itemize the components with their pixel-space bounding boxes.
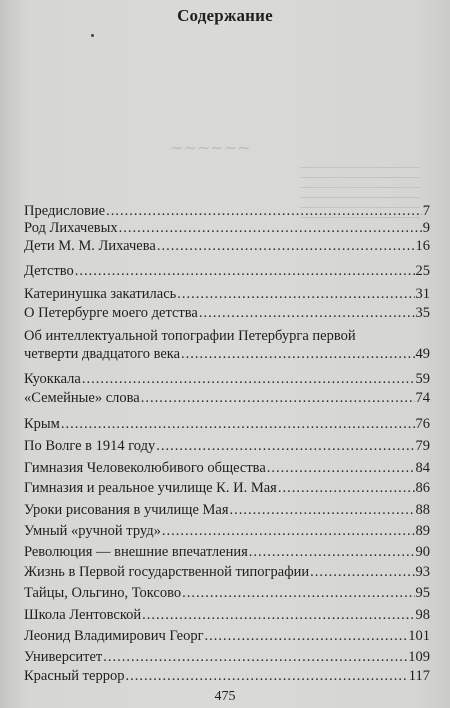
toc-entry-title: Школа Лентовской (24, 607, 142, 623)
toc-entry-title: Дети М. М. Лихачева (24, 238, 156, 254)
leader-dots (106, 202, 422, 220)
leader-dots (199, 304, 415, 322)
toc-entry-title: Гимназия Человеколюбивого общества (24, 460, 266, 476)
toc-entry-title: Тайцы, Ольгино, Токсово (24, 585, 182, 601)
toc-entry-title: Об интеллектуальной топографии Петербурга первой (24, 328, 356, 344)
leader-dots (75, 262, 415, 280)
toc-entry-title: Предисловие (24, 203, 106, 219)
toc-entry-page: 101 (408, 628, 430, 644)
toc-entry-page: 79 (415, 438, 430, 454)
toc-entry[interactable] (24, 479, 430, 497)
toc-entry[interactable] (24, 304, 430, 322)
toc-entry-page: 74 (415, 390, 430, 406)
toc-entry-page: 49 (415, 346, 430, 362)
toc-entry[interactable] (24, 606, 430, 624)
toc-entry[interactable] (24, 327, 430, 363)
toc-entry-title: О Петербурге моего детства (24, 305, 198, 321)
toc-entry[interactable] (24, 627, 430, 645)
toc-entry-page: 59 (415, 371, 430, 387)
page-title: Содержание (177, 6, 273, 25)
toc-entry[interactable] (24, 262, 430, 280)
toc-entry-page: 84 (415, 460, 430, 476)
toc-entry-title: Детство (24, 263, 74, 279)
toc-entry-page: 88 (415, 502, 430, 518)
toc-entry[interactable] (24, 202, 430, 220)
leader-dots (177, 285, 414, 303)
leader-dots (141, 389, 415, 407)
toc-entry-title: Университет (24, 649, 103, 665)
toc-entry-title: По Волге в 1914 году (24, 438, 156, 454)
toc-entry-title: Революция — внешние впечатления (24, 544, 248, 560)
leader-dots (82, 370, 415, 388)
toc-entry-page: 117 (408, 668, 430, 684)
toc-entry-page: 16 (415, 238, 430, 254)
leader-dots (230, 501, 415, 519)
leader-dots (157, 237, 415, 255)
toc-entry[interactable] (24, 285, 430, 303)
toc-entry-page: 95 (415, 585, 430, 601)
toc-entry[interactable] (24, 370, 430, 388)
toc-entry-title: Жизнь в Первой государственной типографии (24, 564, 310, 580)
leader-dots (267, 459, 415, 477)
toc-entry[interactable] (24, 584, 430, 602)
toc-entry-page: 93 (415, 564, 430, 580)
toc-entry-title: Крым (24, 416, 60, 432)
toc-entry-title: Уроки рисования в училище Мая (24, 502, 229, 518)
toc-entry[interactable] (24, 501, 430, 519)
toc-entry[interactable] (24, 389, 430, 407)
toc-entry-title: Гимназия и реальное училище К. И. Мая (24, 480, 277, 496)
toc-entry[interactable] (24, 522, 430, 540)
toc-entry-title: Род Лихачевых (24, 220, 118, 236)
toc-entry-title: Леонид Владимирович Георг (24, 628, 204, 644)
toc-entry-title: Катеринушка закатилась (24, 286, 177, 302)
toc-entry-title: «Семейные» слова (24, 390, 140, 406)
page-number: 475 (214, 689, 236, 704)
leader-dots (125, 667, 407, 685)
toc-entry-page: 7 (422, 203, 430, 219)
leader-dots (162, 522, 415, 540)
toc-entry-page: 89 (415, 523, 430, 539)
toc-entry[interactable] (24, 648, 430, 666)
toc-entry[interactable] (24, 237, 430, 255)
toc-entry[interactable] (24, 415, 430, 433)
toc-entry-title: Куоккала (24, 371, 81, 387)
bleed-through-text: ∼∼∼∼∼∼ (170, 140, 251, 157)
toc-entry[interactable] (24, 543, 430, 561)
toc-entry-page: 109 (408, 649, 430, 665)
toc-entry-page: 9 (422, 220, 430, 236)
toc-entry-page: 76 (415, 416, 430, 432)
toc-entry-page: 25 (415, 263, 430, 279)
toc-entry[interactable] (24, 459, 430, 477)
leader-dots (182, 584, 414, 602)
ink-speck (91, 34, 94, 37)
toc-entry-page: 90 (415, 544, 430, 560)
leader-dots (310, 563, 414, 581)
leader-dots (278, 479, 415, 497)
leader-dots (181, 345, 414, 363)
toc-entry[interactable] (24, 563, 430, 581)
leader-dots (205, 627, 408, 645)
toc-entry-page: 98 (415, 607, 430, 623)
toc-entry[interactable] (24, 667, 430, 685)
leader-dots (142, 606, 414, 624)
toc-entry-title: Умный «ручной труд» (24, 523, 161, 539)
toc-entry-page: 35 (415, 305, 430, 321)
toc-entry[interactable] (24, 219, 430, 237)
leader-dots (156, 437, 414, 455)
leader-dots (61, 415, 415, 433)
leader-dots (103, 648, 407, 666)
toc-entry[interactable] (24, 437, 430, 455)
toc-entry-page: 31 (415, 286, 430, 302)
leader-dots (119, 219, 422, 237)
toc-entry-page: 86 (415, 480, 430, 496)
leader-dots (249, 543, 415, 561)
toc-entry-title: Красный террор (24, 668, 125, 684)
toc-entry-title-cont: четверти двадцатого века (24, 346, 181, 362)
